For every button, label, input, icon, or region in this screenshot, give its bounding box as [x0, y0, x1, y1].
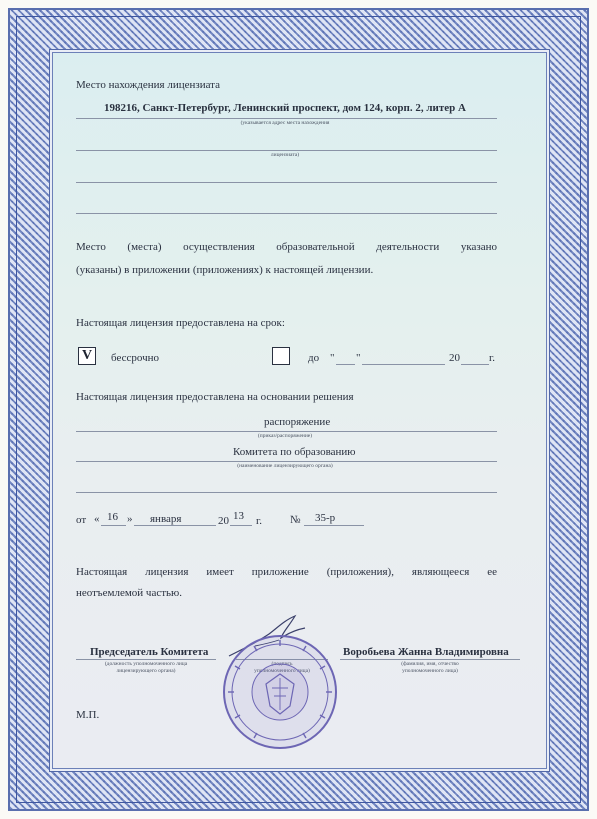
official-seal-icon — [220, 632, 340, 752]
basis-doc-type: распоряжение — [264, 416, 331, 428]
until-year-line — [461, 364, 489, 365]
date-from: от — [76, 514, 87, 526]
activity-places-line-2: (указаны) в приложении (приложениях) к настоящей лицензии. — [76, 264, 374, 276]
position-hint-2: лицензирующего органа) — [116, 668, 176, 674]
authority-underline — [76, 461, 497, 462]
address-label: Место нахождения лицензиата — [76, 79, 221, 91]
stamp-label: М.П. — [76, 709, 100, 721]
authority-hint: (наименование лицензирующего органа) — [237, 463, 333, 469]
basis-blank-line — [76, 492, 497, 493]
until-month-line — [362, 364, 445, 365]
address-line-2 — [76, 150, 497, 151]
date-day: 16 — [107, 511, 118, 523]
date-year-suffix: г. — [256, 515, 263, 527]
appendix-line-1: Настоящая лицензия имеет приложение (приложения), являющееся ее — [76, 566, 497, 578]
basis-label: Настоящая лицензия предоставлена на основании решения — [76, 391, 354, 403]
doc-type-hint: (приказ/распоряжение) — [257, 433, 313, 439]
signer-position: Председатель Комитета — [90, 646, 209, 658]
activity-places-line-1: Место (места) осуществления образовательной деятельности указано — [76, 241, 497, 253]
date-year-line — [230, 525, 252, 526]
position-underline — [76, 659, 216, 660]
date-year-prefix: 20 — [218, 515, 229, 527]
number-line — [304, 525, 364, 526]
doc-type-underline — [76, 431, 497, 432]
indefinite-label: бессрочно — [111, 352, 160, 364]
name-hint-2: уполномоченного лица) — [402, 668, 458, 674]
number-sign: № — [290, 514, 301, 526]
until-label: до — [308, 352, 320, 364]
date-quote-open: « — [94, 513, 100, 525]
address-line-3 — [76, 182, 497, 183]
address-hint: (указывается адрес места нахождения — [240, 120, 330, 126]
address-line-4 — [76, 213, 497, 214]
signer-name: Воробьева Жанна Владимировна — [343, 646, 509, 658]
until-quote-close: " — [356, 352, 361, 364]
appendix-line-2: неотъемлемой частью. — [76, 587, 183, 599]
until-checkbox[interactable] — [272, 347, 290, 365]
decision-number: 35-р — [315, 512, 336, 524]
basis-authority: Комитета по образованию — [233, 446, 356, 458]
position-hint-1: (должность уполномоченного лица — [104, 661, 188, 667]
date-quote-close: » — [127, 513, 133, 525]
indefinite-checkbox[interactable]: V — [78, 347, 96, 365]
name-hint-1: (фамилия, имя, отчество — [401, 661, 459, 667]
date-month: января — [150, 513, 182, 525]
term-label: Настоящая лицензия предоставлена на срок: — [76, 317, 285, 329]
date-month-line — [134, 525, 216, 526]
address-value: 198216, Санкт-Петербург, Ленинский проспект, дом 124, корп. 2, литер А — [104, 102, 466, 114]
until-year-prefix: 20 — [449, 352, 460, 364]
address-underline — [76, 118, 497, 119]
until-quote-open: " — [330, 352, 335, 364]
name-underline — [340, 659, 520, 660]
until-day-line — [336, 364, 355, 365]
date-day-line — [101, 525, 126, 526]
licensee-hint: лицензиата) — [270, 152, 300, 158]
date-year: 13 — [233, 510, 244, 522]
until-year-suffix: г. — [489, 352, 496, 364]
